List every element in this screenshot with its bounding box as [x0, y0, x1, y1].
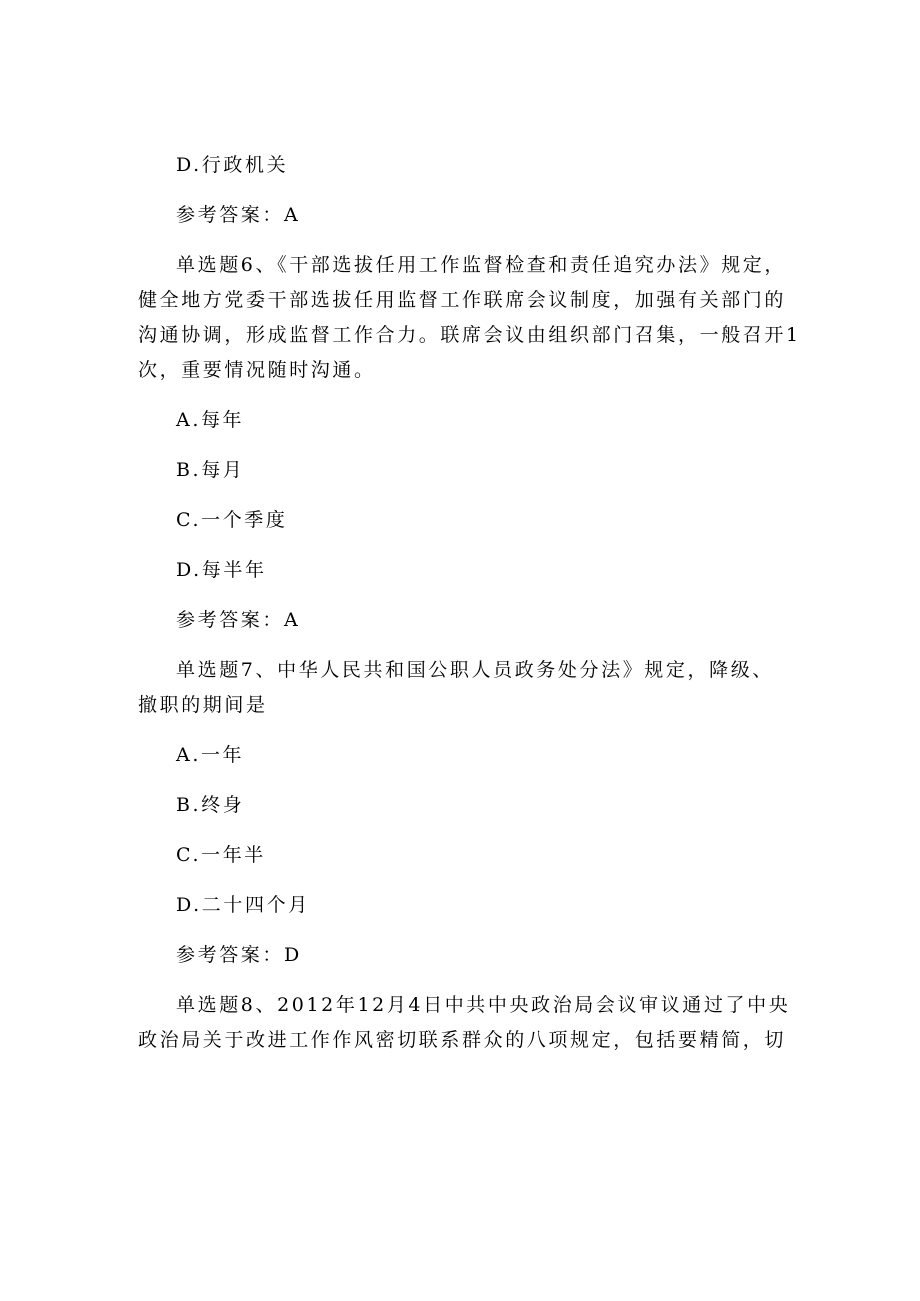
q6-stem-line-3: 沟通协调，形成监督工作合力。联席会议由组织部门召集，一般召开1: [138, 324, 801, 346]
q6-option-a: A.每年: [176, 409, 245, 431]
q6-option-c: C.一个季度: [176, 509, 288, 531]
q6-stem: [138, 248, 801, 388]
q5-option-d: D.行政机关: [176, 154, 289, 176]
q6-stem-line-2: 健全地方党委干部选拔任用监督工作联席会议制度，加强有关部门的: [138, 289, 787, 311]
q7-stem-line-2: 撤职的期间是: [138, 694, 268, 716]
q8-stem: [138, 988, 791, 1058]
q7-stem-line-1: 单选题7、中华人民共和国公职人员政务处分法》规定，降级、: [176, 659, 774, 681]
q7-option-a: A.一年: [176, 744, 245, 766]
q6-option-d: D.每半年: [176, 559, 267, 581]
q6-option-b: B.每月: [176, 459, 245, 481]
q7-option-b: B.终身: [176, 794, 245, 816]
document-content: [138, 148, 801, 1073]
q5-answer: 参考答案：A: [176, 204, 301, 226]
q7-answer: 参考答案：D: [176, 944, 302, 966]
q7-option-c: C.一年半: [176, 844, 266, 866]
q6-stem-line-4: 次，重要情况随时沟通。: [138, 359, 376, 381]
q7-stem: [138, 653, 788, 723]
q8-stem-line-2: 政治局关于改进工作作风密切联系群众的八项规定，包括要精简，切: [138, 1029, 787, 1051]
q6-answer: 参考答案：A: [176, 609, 301, 631]
q8-stem-line-1: 单选题8、2012年12月4日中共中央政治局会议审议通过了中央: [176, 994, 791, 1016]
q6-stem-line-1: 单选题6、《干部选拔任用工作监督检查和责任追究办法》规定，: [176, 254, 786, 276]
q7-option-d: D.二十四个月: [176, 894, 310, 916]
